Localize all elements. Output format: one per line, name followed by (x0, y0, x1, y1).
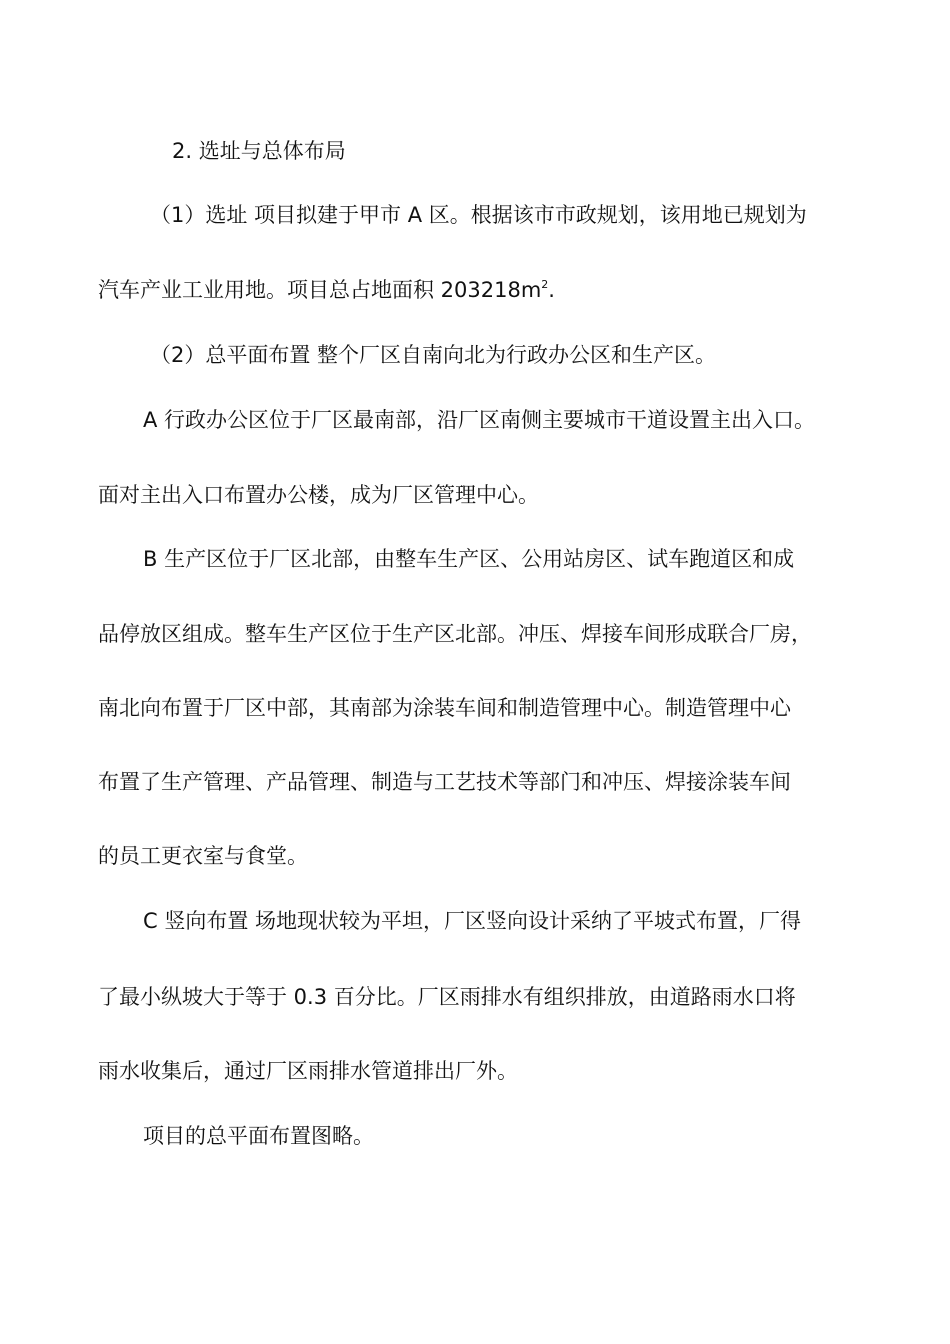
production-area-line-4: 布置了生产管理、产品管理、制造与工艺技术等部门和冲压、焊接涂装车间 (98, 770, 791, 794)
area-unit-superscript: 2 (541, 278, 549, 291)
site-paragraph-line-2 (98, 275, 858, 305)
production-area-line-5: 的员工更衣室与食堂。 (98, 844, 308, 868)
closing-paragraph: 项目的总平面布置图略。 (143, 1124, 374, 1148)
admin-area-line-1: A 行政办公区位于厂区最南部，沿厂区南侧主要城市干道设置主出入口。 (143, 408, 816, 432)
section-heading: 2. 选址与总体布局 (172, 139, 346, 163)
layout-intro-paragraph: （2）总平面布置 整个厂区自南向北为行政办公区和生产区。 (150, 343, 717, 367)
site-area-end: . (548, 278, 555, 302)
vertical-layout-line-3: 雨水收集后，通过厂区雨排水管道排出厂外。 (98, 1059, 518, 1083)
admin-area-line-2: 面对主出入口布置办公楼，成为厂区管理中心。 (98, 483, 539, 507)
site-area-text: 汽车产业工业用地。项目总占地面积 203218m (98, 278, 542, 302)
site-paragraph-line-1: （1）选址 项目拟建于甲市 A 区。根据该市市政规划，该用地已规划为 (150, 203, 807, 227)
production-area-line-2: 品停放区组成。整车生产区位于生产区北部。冲压、焊接车间形成联合厂房， (98, 622, 812, 646)
vertical-layout-line-1: C 竖向布置 场地现状较为平坦，厂区竖向设计采纳了平坡式布置，厂得 (143, 909, 802, 933)
vertical-layout-line-2: 了最小纵坡大于等于 0.3 百分比。厂区雨排水有组织排放，由道路雨水口将 (98, 985, 796, 1009)
production-area-line-1: B 生产区位于厂区北部，由整车生产区、公用站房区、试车跑道区和成 (143, 547, 795, 571)
production-area-line-3: 南北向布置于厂区中部，其南部为涂装车间和制造管理中心。制造管理中心 (98, 696, 791, 720)
